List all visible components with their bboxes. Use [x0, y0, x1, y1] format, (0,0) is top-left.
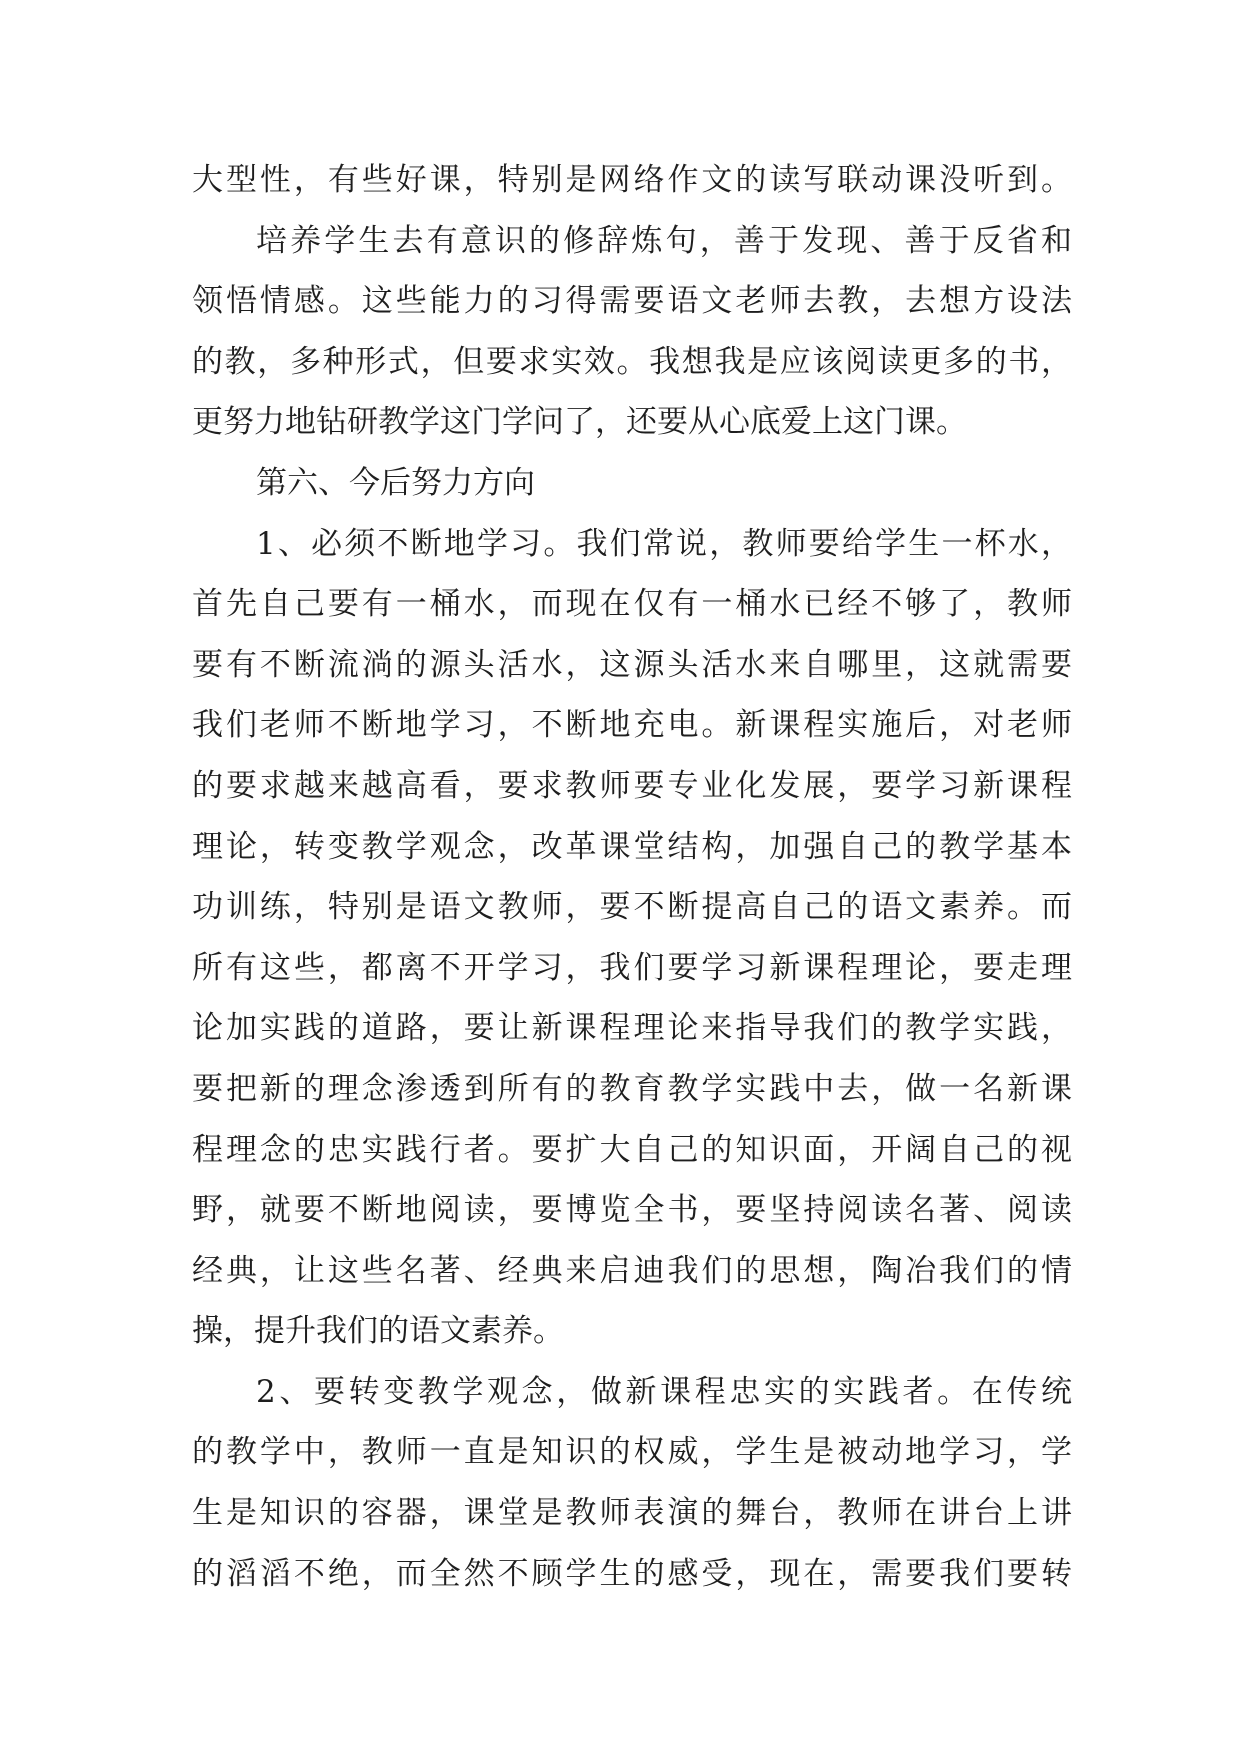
- text-line: 的滔滔不绝，而全然不顾学生的感受，现在，需要我们要转: [192, 1555, 1072, 1592]
- text-line: 的教，多种形式，但要求实效。我想我是应该阅读更多的书，: [192, 343, 1072, 380]
- text-line: 的要求越来越高看，要求教师要专业化发展，要学习新课程: [192, 767, 1072, 804]
- text-line: 论加实践的道路，要让新课程理论来指导我们的教学实践，: [192, 1010, 1072, 1047]
- text-line: 1、必须不断地学习。我们常说，教师要给学生一杯水，: [256, 525, 1072, 562]
- text-line: 要有不断流淌的源头活水，这源头活水来自哪里，这就需要: [192, 646, 1072, 683]
- text-line: 培养学生去有意识的修辞炼句，善于发现、善于反省和: [256, 222, 1072, 259]
- text-line: 我们老师不断地学习，不断地充电。新课程实施后，对老师: [192, 707, 1072, 744]
- text-line: 所有这些，都离不开学习，我们要学习新课程理论，要走理: [192, 949, 1072, 986]
- text-line: 首先自己要有一桶水，而现在仅有一桶水已经不够了，教师: [192, 586, 1072, 623]
- text-line: 理论，转变教学观念，改革课堂结构，加强自己的教学基本: [192, 828, 1072, 865]
- text-line: 更努力地钻研教学这门学问了，还要从心底爱上这门课。: [192, 404, 967, 441]
- text-line: 经典，让这些名著、经典来启迪我们的思想，陶冶我们的情: [192, 1252, 1072, 1289]
- text-line: 生是知识的容器，课堂是教师表演的舞台，教师在讲台上讲: [192, 1495, 1072, 1532]
- text-line: 野，就要不断地阅读，要博览全书，要坚持阅读名著、阅读: [192, 1192, 1072, 1229]
- text-line: 大型性，有些好课，特别是网络作文的读写联动课没听到。: [192, 162, 1072, 198]
- text-line: 功训练，特别是语文教师，要不断提高自己的语文素养。而: [192, 889, 1072, 926]
- text-line: 要把新的理念渗透到所有的教育教学实践中去，做一名新课: [192, 1070, 1072, 1107]
- body-text: [192, 150, 1072, 1604]
- text-line: 2、要转变教学观念，做新课程忠实的实践者。在传统: [256, 1373, 1072, 1410]
- text-line: 领悟情感。这些能力的习得需要语文老师去教，去想方设法: [192, 283, 1072, 320]
- text-line: 程理念的忠实践行者。要扩大自己的知识面，开阔自己的视: [192, 1131, 1072, 1168]
- text-line: 操，提升我们的语文素养。: [192, 1313, 564, 1350]
- text-line: 的教学中，教师一直是知识的权威，学生是被动地学习，学: [192, 1434, 1072, 1471]
- section-heading: 第六、今后努力方向: [256, 464, 535, 501]
